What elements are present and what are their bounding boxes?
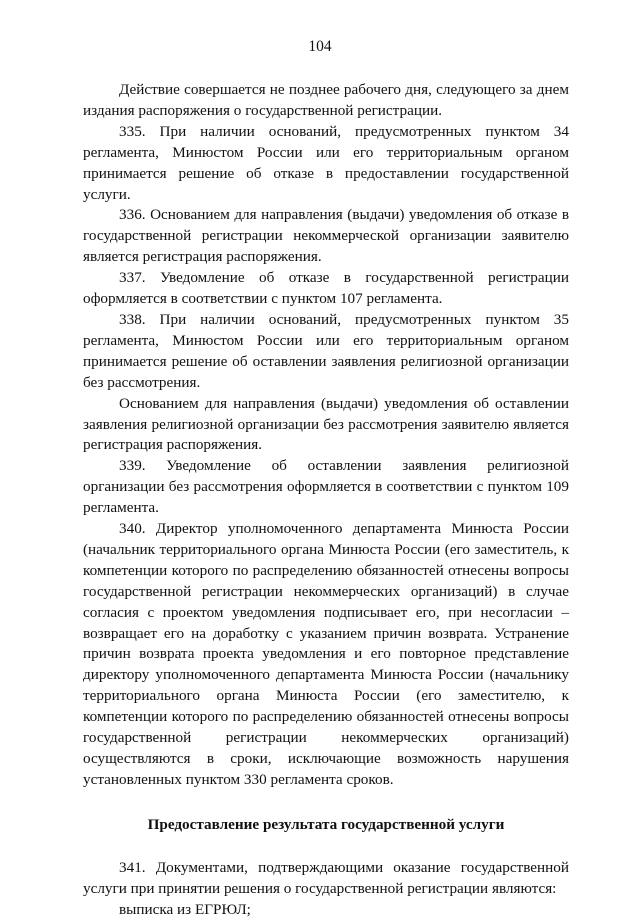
paragraph-action-deadline: Действие совершается не позднее рабочего дня, следующего за днем издания распоряжения о государственной регистрации. (83, 81, 569, 119)
page-number: 104 (308, 38, 332, 55)
document-body (83, 80, 569, 920)
paragraph-338: 338. При наличии оснований, предусмотренных пунктом 35 регламента, Минюстом России или его территориальным органом принимается решение об оставлении заявления религиозной организации без рассмотрения. (83, 310, 569, 391)
list-item-egrul-extract: выписка из ЕГРЮЛ; (119, 900, 251, 918)
paragraph-339: 339. Уведомление об оставлении заявления религиозной организации без рассмотрения оформляется в соответствии с пунктом 109 регламента. (83, 457, 569, 517)
paragraph-337: 337. Уведомление об отказе в государственной регистрации оформляется в соответствии с пунктом 107 регламента. (83, 269, 569, 308)
paragraph-340: 340. Директор уполномоченного департамента Минюста России (начальник территориального органа Минюста России (его заместитель, к компетенции которого по распределению обязанностей отнесены вопросы государственной регистрации некоммерческих организаций) в случае согласия с проектом уведомления подписывает его, при несогласии – возвращает его на доработку с указанием причин возврата. Устранение причин возврата проекта уведомления и его повторное представление директору уполномоченного департамента Минюста России (начальнику территориального органа Минюста России (его заместителю, к компетенции которого по распределению обязанностей отнесены вопросы государственной регистрации некоммерческих организаций) осуществляются в сроки, исключающие возможность нарушения установленных пунктом 330 регламента сроков. (83, 520, 569, 788)
paragraph-341: 341. Документами, подтверждающими оказание государственной услуги при принятии решения о государственной регистрации являются: (83, 858, 569, 897)
paragraph-336: 336. Основанием для направления (выдачи) уведомления об отказе в государственной регистрации некоммерческой организации заявителю является регистрация распоряжения. (83, 206, 569, 266)
paragraph-335: 335. При наличии оснований, предусмотренных пунктом 34 регламента, Минюстом России или его территориальным органом принимается решение об отказе в предоставлении государственной услуги. (83, 122, 569, 203)
paragraph-338-basis: Основанием для направления (выдачи) уведомления об оставлении заявления религиозной организации без рассмотрения заявителю является регистрация распоряжения. (83, 394, 569, 454)
section-heading: Предоставление результата государственной услуги (147, 815, 505, 833)
